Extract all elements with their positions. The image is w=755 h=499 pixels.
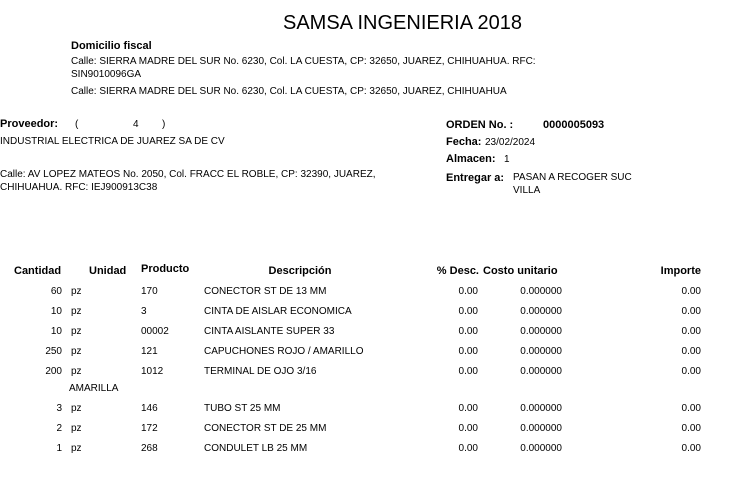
cell-producto: 172 xyxy=(141,423,158,434)
col-header-descripcion: Descripción xyxy=(268,265,332,277)
entregar-value-cont: VILLA xyxy=(513,185,541,196)
almacen-label: Almacen: xyxy=(446,153,496,165)
orden-label: ORDEN No. : xyxy=(446,119,514,131)
cell-desc: 0.00 xyxy=(458,443,478,454)
domicilio-fiscal-label: Domicilio fiscal xyxy=(71,40,152,52)
cell-cantidad: 2 xyxy=(56,423,62,434)
cell-desc: 0.00 xyxy=(458,423,478,434)
col-header-desc: % Desc. xyxy=(436,265,479,277)
col-header-cantidad: Cantidad xyxy=(14,265,62,277)
cell-desc: 0.00 xyxy=(458,306,478,317)
cell-cantidad: 10 xyxy=(50,326,62,337)
cell-cantidad: 60 xyxy=(50,286,62,297)
proveedor-name: INDUSTRIAL ELECTRICA DE JUAREZ SA DE CV xyxy=(0,136,225,147)
cell-costo: 0.000000 xyxy=(520,306,562,317)
cell-unidad: pz xyxy=(71,423,82,434)
almacen-value: 1 xyxy=(504,154,510,165)
cell-costo: 0.000000 xyxy=(520,443,562,454)
cell-descripcion: TUBO ST 25 MM xyxy=(204,403,281,414)
cell-importe: 0.00 xyxy=(681,423,701,434)
cell-descripcion-extra: AMARILLA xyxy=(69,383,119,394)
cell-unidad: pz xyxy=(71,326,82,337)
cell-desc: 0.00 xyxy=(458,326,478,337)
proveedor-open-paren: ( xyxy=(75,119,79,130)
cell-producto: 3 xyxy=(141,306,147,317)
document-title: SAMSA INGENIERIA 2018 xyxy=(283,12,522,34)
cell-desc: 0.00 xyxy=(458,346,478,357)
cell-costo: 0.000000 xyxy=(520,403,562,414)
cell-importe: 0.00 xyxy=(681,443,701,454)
cell-desc: 0.00 xyxy=(458,366,478,377)
cell-producto: 268 xyxy=(141,443,158,454)
col-header-importe: Importe xyxy=(660,265,701,277)
cell-costo: 0.000000 xyxy=(520,423,562,434)
entregar-label: Entregar a: xyxy=(446,172,505,184)
fecha-label: Fecha: xyxy=(446,136,482,148)
cell-cantidad: 3 xyxy=(56,403,62,414)
cell-cantidad: 10 xyxy=(50,306,62,317)
cell-unidad: pz xyxy=(71,346,82,357)
col-header-unidad: Unidad xyxy=(89,265,127,277)
fecha-value: 23/02/2024 xyxy=(485,137,536,148)
cell-desc: 0.00 xyxy=(458,403,478,414)
cell-descripcion: TERMINAL DE OJO 3/16 xyxy=(204,366,317,377)
cell-cantidad: 200 xyxy=(45,366,62,377)
cell-costo: 0.000000 xyxy=(520,286,562,297)
cell-importe: 0.00 xyxy=(681,346,701,357)
cell-producto: 00002 xyxy=(141,326,169,337)
proveedor-close-paren: ) xyxy=(162,119,166,130)
col-header-producto: Producto xyxy=(141,263,190,275)
proveedor-rfc: CHIHUAHUA. RFC: IEJ900913C38 xyxy=(0,182,158,193)
cell-descripcion: CAPUCHONES ROJO / AMARILLO xyxy=(204,346,364,357)
cell-descripcion: CINTA DE AISLAR ECONOMICA xyxy=(204,306,352,317)
proveedor-address: Calle: AV LOPEZ MATEOS No. 2050, Col. FRACC EL ROBLE, CP: 32390, JUAREZ, xyxy=(0,169,376,180)
cell-importe: 0.00 xyxy=(681,326,701,337)
cell-descripcion: CONECTOR ST DE 13 MM xyxy=(204,286,327,297)
cell-descripcion: CINTA AISLANTE SUPER 33 xyxy=(204,326,335,337)
cell-descripcion: CONDULET LB 25 MM xyxy=(204,443,308,454)
cell-unidad: pz xyxy=(71,366,82,377)
cell-cantidad: 1 xyxy=(56,443,62,454)
entregar-value: PASAN A RECOGER SUC xyxy=(513,172,632,183)
cell-unidad: pz xyxy=(71,286,82,297)
proveedor-label: Proveedor: xyxy=(0,118,59,130)
cell-costo: 0.000000 xyxy=(520,346,562,357)
cell-unidad: pz xyxy=(71,306,82,317)
cell-producto: 1012 xyxy=(141,366,164,377)
cell-descripcion: CONECTOR ST DE 25 MM xyxy=(204,423,327,434)
domicilio-line1: Calle: SIERRA MADRE DEL SUR No. 6230, Col. LA CUESTA, CP: 32650, JUAREZ, CHIHUAHUA. RFC: xyxy=(71,56,536,67)
cell-importe: 0.00 xyxy=(681,306,701,317)
cell-costo: 0.000000 xyxy=(520,326,562,337)
domicilio-rfc: SIN9010096GA xyxy=(71,69,142,80)
cell-cantidad: 250 xyxy=(45,346,62,357)
col-header-costo: Costo unitario xyxy=(483,265,558,277)
proveedor-number: 4 xyxy=(133,119,139,130)
cell-producto: 121 xyxy=(141,346,158,357)
cell-importe: 0.00 xyxy=(681,403,701,414)
orden-number: 0000005093 xyxy=(543,119,605,131)
cell-unidad: pz xyxy=(71,443,82,454)
domicilio-line2: Calle: SIERRA MADRE DEL SUR No. 6230, Col. LA CUESTA, CP: 32650, JUAREZ, CHIHUAHUA xyxy=(71,86,507,97)
cell-importe: 0.00 xyxy=(681,366,701,377)
cell-desc: 0.00 xyxy=(458,286,478,297)
cell-producto: 170 xyxy=(141,286,158,297)
cell-producto: 146 xyxy=(141,403,158,414)
cell-costo: 0.000000 xyxy=(520,366,562,377)
cell-importe: 0.00 xyxy=(681,286,701,297)
cell-unidad: pz xyxy=(71,403,82,414)
